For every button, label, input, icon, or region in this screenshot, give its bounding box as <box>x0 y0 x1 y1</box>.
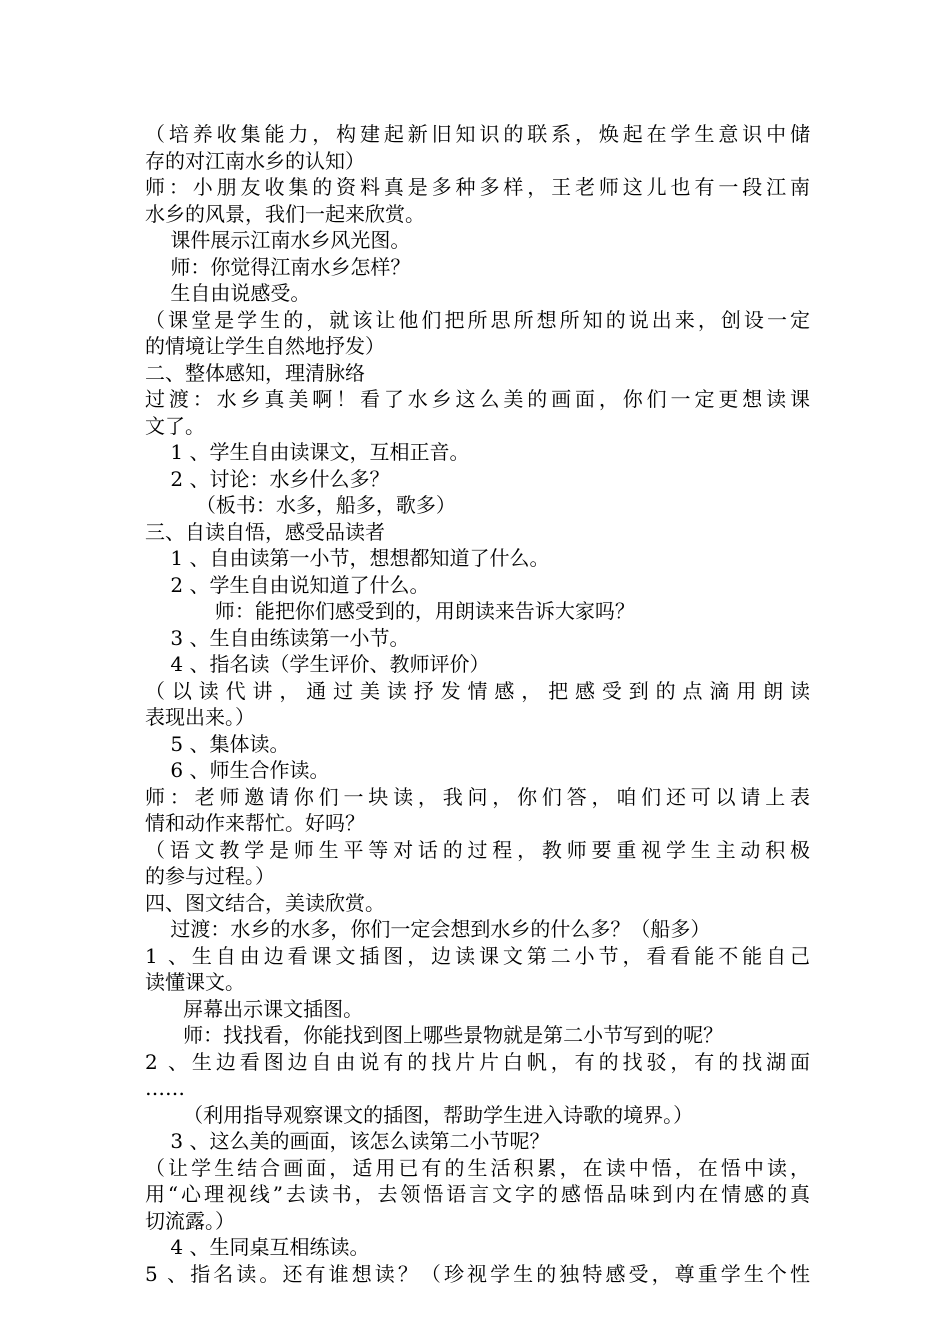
text-line: 2 、学生自由说知道了什么。 <box>145 572 430 597</box>
text-line: 的情境让学生自然地抒发） <box>145 334 385 358</box>
text-line: （培养收集能力，构建起新旧知识的联系，焕起在学生意识中储 <box>145 122 810 146</box>
text-line: 过渡：水乡的水多，你们一定会想到水乡的什么多？（船多） <box>145 917 711 941</box>
text-line: 师：老师邀请你们一块读，我问，你们答，咱们还可以请上表 <box>145 784 810 809</box>
text-line: …… <box>145 1076 185 1100</box>
text-line: 四、图文结合，美读欣赏。 <box>145 890 385 915</box>
text-line: 读懂课文。 <box>145 970 245 994</box>
text-line: 二、整体感知，理清脉络 <box>145 360 365 385</box>
text-line: 课件展示江南水乡风光图。 <box>145 228 411 252</box>
text-line: 5 、指名读。还有谁想读？（珍视学生的独特感受，尊重学生个性 <box>145 1261 810 1286</box>
text-line: 1 、学生自由读课文，互相正音。 <box>145 440 470 464</box>
text-line: 3 、这么美的画面，该怎么读第二小节呢？ <box>145 1129 550 1153</box>
text-line: 师：能把你们感受到的，用朗读来告诉大家吗？ <box>145 599 635 623</box>
text-line: 三、自读自悟，感受品读者 <box>145 519 385 544</box>
text-line: （以读代讲，通过美读抒发情感，把感受到的点滴用朗读 <box>145 678 810 703</box>
text-line: 表现出来。） <box>145 705 255 729</box>
text-line: 6 、师生合作读。 <box>145 758 330 782</box>
document-body <box>145 121 810 1287</box>
text-line: 屏幕出示课文插图。 <box>145 996 364 1021</box>
text-line: 生自由说感受。 <box>145 281 311 305</box>
text-line: 4 、生同桌互相练读。 <box>145 1235 370 1259</box>
text-line: 1 、自由读第一小节，想想都知道了什么。 <box>145 546 550 570</box>
text-line: 用“心理视线”去读书，去领悟语言文字的感悟品味到内在情感的真 <box>145 1182 810 1206</box>
text-line: 师：你觉得江南水乡怎样？ <box>145 254 411 279</box>
text-line: 师：找找看，你能找到图上哪些景物就是第二小节写到的呢？ <box>145 1023 724 1047</box>
text-line: 2 、生边看图边自由说有的找片片白帆，有的找驳，有的找湖面 <box>145 1049 810 1074</box>
text-line: 存的对江南水乡的认知） <box>145 148 365 173</box>
text-line: 1 、生自由边看课文插图，边读课文第二小节，看看能不能自己 <box>145 943 810 968</box>
text-line: 切流露。） <box>145 1208 235 1233</box>
text-line: 过渡：水乡真美啊！看了水乡这么美的画面，你们一定更想读课 <box>145 387 810 411</box>
text-line: 3 、生自由练读第一小节。 <box>145 625 410 650</box>
text-line: 2 、讨论：水乡什么多？ <box>145 466 390 491</box>
text-line: 水乡的风景，我们一起来欣赏。 <box>145 201 425 226</box>
text-line: 的参与过程。） <box>145 864 275 888</box>
text-line: 师：小朋友收集的资料真是多种多样，王老师这儿也有一段江南 <box>145 175 810 199</box>
text-line: （语文教学是师生平等对话的过程，教师要重视学生主动积极 <box>145 837 810 862</box>
text-line: 情和动作来帮忙。好吗？ <box>145 811 365 835</box>
text-line: 4 、指名读（学生评价、教师评价） <box>145 652 490 676</box>
text-line: （让学生结合画面，适用已有的生活积累，在读中悟，在悟中读， <box>145 1155 810 1180</box>
text-line: 5 、集体读。 <box>145 731 290 756</box>
text-line: （课堂是学生的，就该让他们把所思所想所知的说出来，创设一定 <box>145 307 810 332</box>
text-line: （利用指导观察课文的插图，帮助学生进入诗歌的境界。） <box>145 1102 694 1127</box>
text-line: 文了。 <box>145 413 205 438</box>
text-line: （板书：水多，船多，歌多） <box>145 493 456 517</box>
